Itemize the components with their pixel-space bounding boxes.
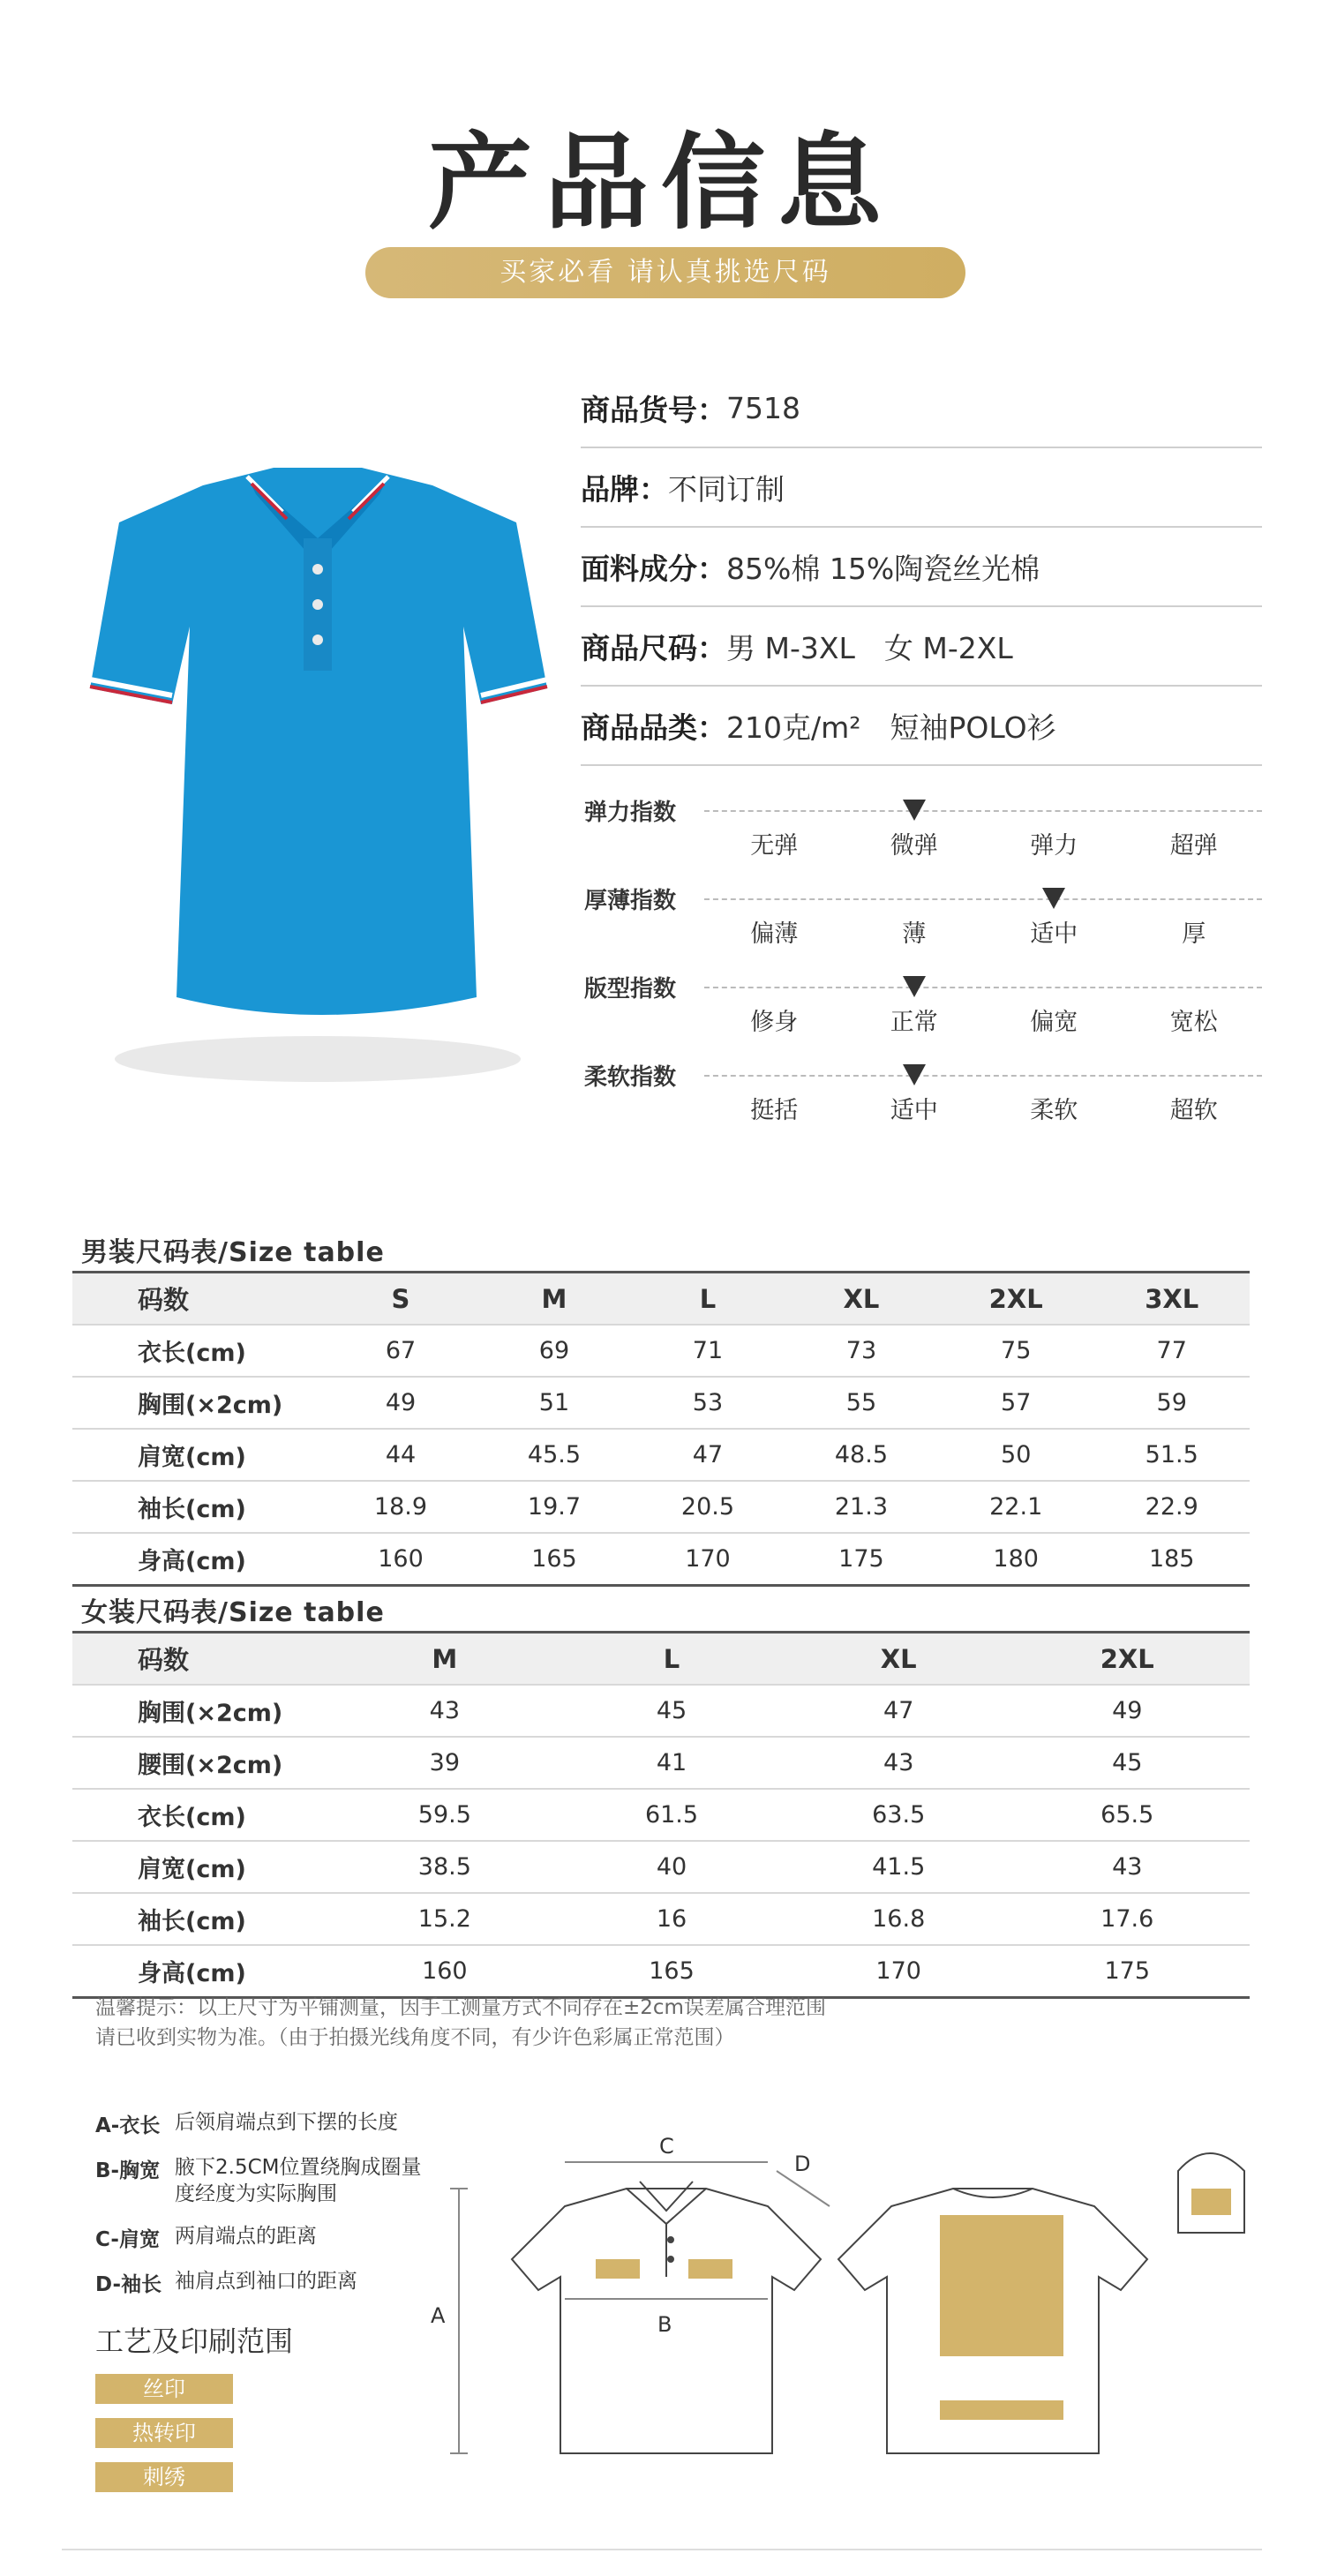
index-option: 弹力 (1030, 832, 1078, 860)
table-cell: 39 (331, 1737, 558, 1789)
table-cell: 衣长(cm) (72, 1325, 324, 1377)
table-cell: 22.1 (938, 1481, 1094, 1533)
info-value: 85%棉 15%陶瓷丝光棉 (726, 551, 1040, 586)
table-cell: 160 (324, 1533, 477, 1586)
table-cell: 40 (558, 1841, 785, 1893)
info-key: 商品尺码： (581, 630, 726, 665)
women-size-table (72, 1631, 1250, 1999)
table-cell: 腰围(×2cm) (72, 1737, 324, 1789)
table-row (72, 1685, 1250, 1737)
table-cell (324, 1945, 331, 1998)
craft-tag-silkscreen: 丝印 (95, 2374, 233, 2404)
index-option: 厚 (1182, 920, 1206, 948)
table-cell: 49 (324, 1377, 477, 1429)
table-row (72, 1841, 1250, 1893)
subtitle-banner: 买家必看 请认真挑选尺码 (365, 247, 965, 298)
men-size-table (72, 1271, 1250, 1587)
definition-key: B-胸宽 (95, 2159, 161, 2182)
definition-item (95, 2268, 439, 2297)
polo-shirt-photo (71, 459, 565, 1094)
info-value: 7518 (726, 390, 800, 425)
index-option: 微弹 (890, 832, 938, 860)
index-option: 薄 (902, 920, 927, 948)
table-cell: 22.9 (1093, 1481, 1250, 1533)
table-cell: 50 (938, 1429, 1094, 1481)
table-cell: 59.5 (331, 1789, 558, 1841)
definition-value: 腋下2.5CM位置绕胸成圈量度经度为实际胸围 (175, 2156, 422, 2205)
table-cell: 175 (785, 1533, 938, 1586)
table-cell (1243, 1737, 1250, 1789)
index-label: 柔软指数 (584, 1064, 677, 1091)
index-row (584, 960, 1264, 1048)
diagram-label-d: D (794, 2152, 811, 2176)
index-option: 无弹 (750, 832, 799, 860)
index-track (704, 898, 1262, 900)
table-cell (1243, 1841, 1250, 1893)
diagram-label-a: A (431, 2303, 446, 2328)
table-cell: 160 (331, 1945, 558, 1998)
index-label: 版型指数 (584, 976, 677, 1003)
index-option: 柔软 (1030, 1097, 1078, 1124)
index-option: 适中 (890, 1097, 938, 1124)
info-value: 男 M-3XL 女 M-2XL (726, 630, 1013, 665)
table-row (72, 1377, 1250, 1429)
index-row (584, 872, 1264, 960)
table-cell: 67 (324, 1325, 477, 1377)
info-key: 商品货号： (581, 392, 726, 427)
table-cell: 41.5 (785, 1841, 1012, 1893)
diagram-label-b: B (657, 2312, 672, 2337)
index-pointer-icon (1042, 888, 1065, 909)
table-cell: 185 (1093, 1533, 1250, 1586)
measurement-definitions (95, 2109, 439, 2313)
table-cell (324, 1685, 331, 1737)
definition-key: A-衣长 (95, 2114, 161, 2137)
index-option: 宽松 (1169, 1009, 1218, 1036)
table-cell: 69 (477, 1325, 631, 1377)
craft-tag-embroidery: 刺绣 (95, 2462, 233, 2492)
table-cell: 47 (631, 1429, 785, 1481)
bottom-divider (62, 2549, 1262, 2550)
index-track (704, 987, 1262, 988)
info-key: 品牌： (581, 471, 668, 507)
table-header-cell: XL (785, 1633, 1012, 1686)
table-cell: 61.5 (558, 1789, 785, 1841)
table-cell: 48.5 (785, 1429, 938, 1481)
table-cell (324, 1789, 331, 1841)
table-cell: 43 (785, 1737, 1012, 1789)
table-header-cell: 码数 (72, 1633, 324, 1686)
table-header-row (72, 1273, 1250, 1326)
table-cell (324, 1841, 331, 1893)
info-value: 不同订制 (668, 471, 785, 507)
table-cell (1243, 1945, 1250, 1998)
note-line: 请已收到实物为准。（由于拍摄光线角度不同，有少许色彩属正常范围） (95, 2026, 735, 2049)
table-cell: 18.9 (324, 1481, 477, 1533)
index-pointer-icon (903, 800, 926, 821)
table-cell: 47 (785, 1685, 1012, 1737)
table-cell: 51 (477, 1377, 631, 1429)
info-row (581, 607, 1262, 687)
product-info (581, 369, 1262, 766)
table-row (72, 1737, 1250, 1789)
table-cell: 45.5 (477, 1429, 631, 1481)
index-option: 超弹 (1169, 832, 1218, 860)
index-option: 超软 (1169, 1097, 1218, 1124)
craft-title: 工艺及印刷范围 (95, 2324, 294, 2358)
table-cell: 65.5 (1012, 1789, 1243, 1841)
shirt-measurement-diagram (415, 2136, 1262, 2475)
diagram-label-c: C (659, 2136, 674, 2159)
table-row (72, 1533, 1250, 1586)
index-row (584, 784, 1264, 872)
index-label: 厚薄指数 (584, 888, 677, 914)
table-row (72, 1429, 1250, 1481)
table-cell: 51.5 (1093, 1429, 1250, 1481)
definition-value: 两肩端点的距离 (175, 2225, 317, 2248)
table-cell: 肩宽(cm) (72, 1429, 324, 1481)
table-cell: 170 (785, 1945, 1012, 1998)
table-cell: 77 (1093, 1325, 1250, 1377)
table-cell: 17.6 (1012, 1893, 1243, 1945)
table-cell: 19.7 (477, 1481, 631, 1533)
index-option: 偏薄 (750, 920, 799, 948)
table-cell (1243, 1789, 1250, 1841)
info-row (581, 369, 1262, 448)
info-key: 商品品类： (581, 710, 726, 745)
table-cell: 45 (558, 1685, 785, 1737)
table-cell: 55 (785, 1377, 938, 1429)
index-row (584, 1048, 1264, 1137)
table-cell: 165 (558, 1945, 785, 1998)
table-header-cell (324, 1633, 331, 1686)
note-line: 温馨提示：以上尺寸为平铺测量，因手工测量方式不同存在±2cm误差属合理范围 (95, 1996, 826, 2019)
table-cell: 衣长(cm) (72, 1789, 324, 1841)
table-cell: 53 (631, 1377, 785, 1429)
definition-item (95, 2154, 439, 2207)
table-cell: 41 (558, 1737, 785, 1789)
table-cell (1243, 1893, 1250, 1945)
info-key: 面料成分： (581, 551, 726, 586)
definition-value: 后领肩端点到下摆的长度 (175, 2111, 398, 2134)
table-cell: 57 (938, 1377, 1094, 1429)
index-label: 弹力指数 (584, 800, 677, 826)
table-cell: 45 (1012, 1737, 1243, 1789)
table-header-cell: S (324, 1273, 477, 1326)
definition-item (95, 2109, 439, 2138)
definition-key: C-肩宽 (95, 2228, 160, 2251)
definition-key: D-袖长 (95, 2273, 162, 2296)
women-size-table-caption: 女装尺码表/Size table (81, 1597, 385, 1628)
index-option: 偏宽 (1030, 1009, 1078, 1036)
table-header-row (72, 1633, 1250, 1686)
table-cell: 肩宽(cm) (72, 1841, 324, 1893)
table-header-cell: 码数 (72, 1273, 324, 1326)
fabric-index-scales (584, 784, 1264, 1137)
table-row (72, 1893, 1250, 1945)
table-cell (324, 1893, 331, 1945)
info-row (581, 448, 1262, 528)
index-track (704, 810, 1262, 812)
table-cell (1243, 1685, 1250, 1737)
table-cell: 16.8 (785, 1893, 1012, 1945)
table-cell: 身高(cm) (72, 1533, 324, 1586)
definition-value: 袖肩点到袖口的距离 (175, 2270, 357, 2293)
table-cell: 44 (324, 1429, 477, 1481)
table-cell: 胸围(×2cm) (72, 1685, 324, 1737)
table-cell (324, 1737, 331, 1789)
measurement-note (95, 1993, 826, 2053)
info-row (581, 687, 1262, 766)
table-cell: 43 (331, 1685, 558, 1737)
table-row (72, 1481, 1250, 1533)
craft-tag-heat-transfer: 热转印 (95, 2418, 233, 2448)
page-title: 产品信息 (427, 122, 894, 244)
table-cell: 袖长(cm) (72, 1481, 324, 1533)
table-cell: 59 (1093, 1377, 1250, 1429)
table-cell: 49 (1012, 1685, 1243, 1737)
table-header-cell: L (631, 1273, 785, 1326)
index-option: 正常 (890, 1009, 938, 1036)
table-header-cell: M (477, 1273, 631, 1326)
table-cell: 71 (631, 1325, 785, 1377)
table-header-cell (1243, 1633, 1250, 1686)
index-option: 修身 (750, 1009, 799, 1036)
info-value: 210克/m² 短袖POLO衫 (726, 710, 1056, 745)
table-cell: 21.3 (785, 1481, 938, 1533)
info-row (581, 528, 1262, 607)
index-pointer-icon (903, 1064, 926, 1085)
table-cell: 胸围(×2cm) (72, 1377, 324, 1429)
men-size-table-caption: 男装尺码表/Size table (81, 1237, 385, 1268)
table-header-cell: 3XL (1093, 1273, 1250, 1326)
table-cell: 15.2 (331, 1893, 558, 1945)
index-option: 挺括 (750, 1097, 799, 1124)
table-cell: 165 (477, 1533, 631, 1586)
table-cell: 43 (1012, 1841, 1243, 1893)
table-header-cell: L (558, 1633, 785, 1686)
table-row (72, 1789, 1250, 1841)
table-cell: 16 (558, 1893, 785, 1945)
index-option: 适中 (1030, 920, 1078, 948)
table-cell: 38.5 (331, 1841, 558, 1893)
table-header-cell: M (331, 1633, 558, 1686)
table-cell: 73 (785, 1325, 938, 1377)
index-track (704, 1075, 1262, 1077)
table-header-cell: XL (785, 1273, 938, 1326)
table-cell: 身高(cm) (72, 1945, 324, 1998)
table-cell: 170 (631, 1533, 785, 1586)
table-cell: 175 (1012, 1945, 1243, 1998)
table-cell: 63.5 (785, 1789, 1012, 1841)
table-row (72, 1325, 1250, 1377)
table-cell: 20.5 (631, 1481, 785, 1533)
table-cell: 75 (938, 1325, 1094, 1377)
definition-item (95, 2223, 439, 2252)
table-cell: 袖长(cm) (72, 1893, 324, 1945)
table-header-cell: 2XL (1012, 1633, 1243, 1686)
table-row (72, 1945, 1250, 1998)
index-pointer-icon (903, 976, 926, 997)
table-cell: 180 (938, 1533, 1094, 1586)
table-header-cell: 2XL (938, 1273, 1094, 1326)
